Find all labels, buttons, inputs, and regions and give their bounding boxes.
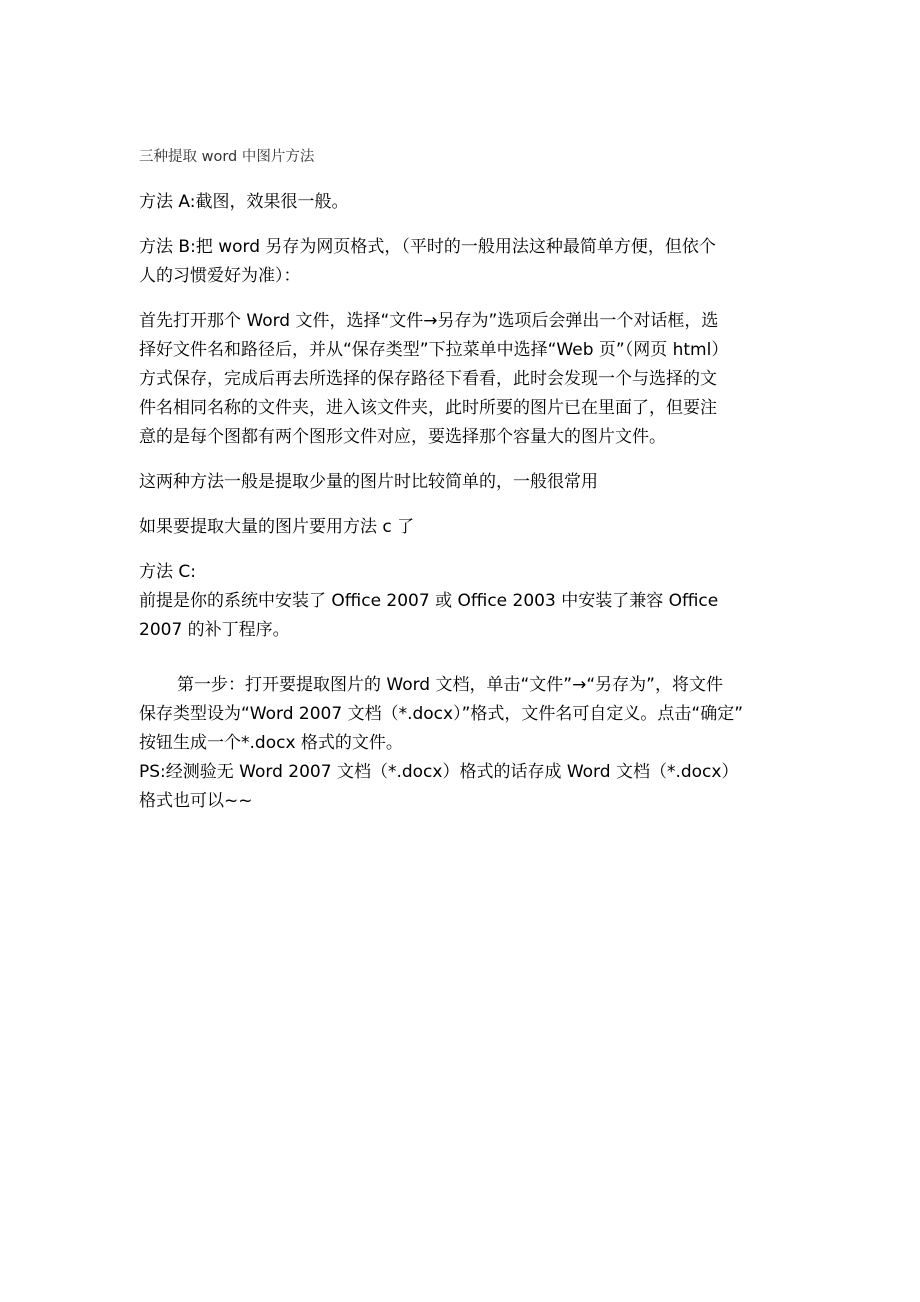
method-b-label: 方法 B:	[139, 237, 196, 257]
method-b-steps-line: 方式保存，完成后再去所选择的保存路径下看看，此时会发现一个与选择的文	[139, 369, 717, 389]
method-b-steps-line: 首先打开那个 Word 文件，选择“文件→另存为”选项后会弹出一个对话框，选	[139, 311, 719, 331]
summary-paragraph: 这两种方法一般是提取少量的图片时比较简单的，一般很常用	[139, 472, 598, 492]
step-one-line: 第一步：打开要提取图片的 Word 文档，单击“文件”→“另存为”，将文件	[177, 675, 723, 695]
method-b-steps-line: 意的是每个图都有两个图形文件对应，要选择那个容量大的图片文件。	[139, 427, 666, 447]
method-b-steps-line: 择好文件名和路径后，并从“保存类型”下拉菜单中选择“Web 页”（网页 html）	[139, 340, 729, 360]
large-quantity-paragraph: 如果要提取大量的图片要用方法 c 了	[139, 517, 415, 537]
method-a-label: 方法 A:	[139, 192, 196, 212]
step-one-line: 保存类型设为“Word 2007 文档（*.docx）”格式，文件名可自定义。点击“确定”	[139, 704, 743, 724]
method-b-steps-paragraph	[139, 307, 787, 452]
ps-line: PS:经测验无 Word 2007 文档（*.docx）格式的话存成 Word 文档（*.docx）	[139, 762, 739, 782]
ps-paragraph	[139, 758, 787, 816]
method-a-paragraph	[139, 188, 787, 217]
method-c-line: 前提是你的系统中安装了 Office 2007 或 Office 2003 中安装了兼容 Office	[139, 591, 719, 611]
method-b-line: 人的习惯爱好为准）：	[139, 266, 301, 286]
method-b-text: 把 word 另存为网页格式，（平时的一般用法这种最简单方便，但依个	[195, 237, 716, 257]
document-body	[139, 146, 787, 816]
step-one-paragraph	[139, 671, 787, 758]
document-title: 三种提取 word 中图片方法	[139, 149, 315, 165]
step-one-line: 按钮生成一个*.docx 格式的文件。	[139, 733, 403, 753]
method-c-paragraph	[139, 558, 787, 645]
method-a-text: 截图，效果很一般。	[195, 192, 349, 212]
method-c-line: 2007 的补丁程序。	[139, 620, 290, 640]
method-c-label: 方法 C:	[139, 562, 197, 582]
method-b-steps-line: 件名相同名称的文件夹，进入该文件夹，此时所要的图片已在里面了，但要注	[139, 398, 717, 418]
method-b-line	[139, 233, 787, 262]
method-b-paragraph	[139, 233, 787, 291]
ps-line: 格式也可以~~	[139, 791, 253, 811]
